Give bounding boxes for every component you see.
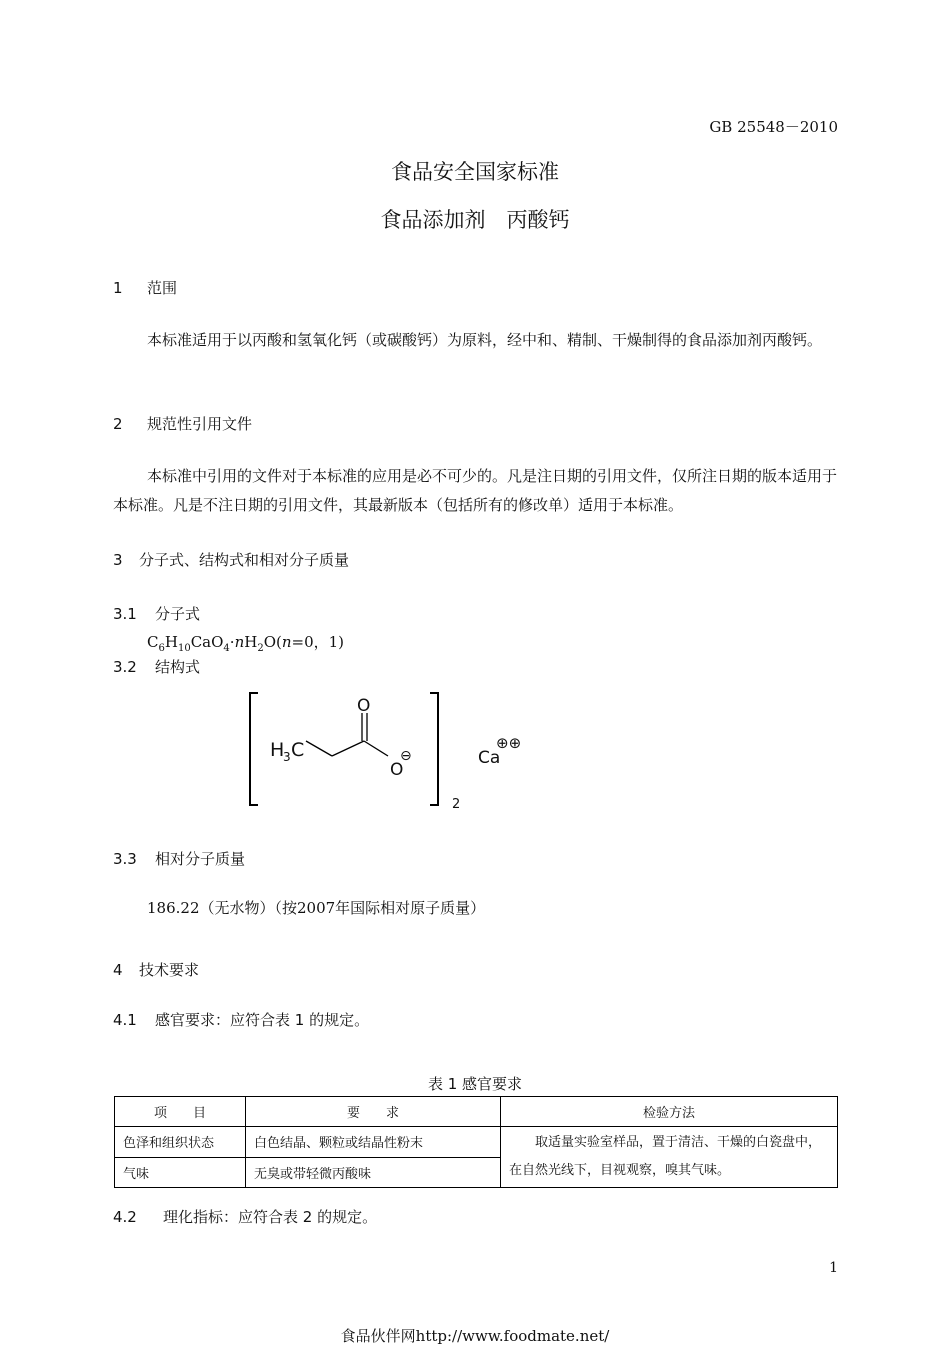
section-number: 3.1 — [113, 605, 137, 623]
table-cell-item: 气味 — [115, 1157, 246, 1188]
section-number: 2 — [113, 415, 123, 433]
sensory-requirements-table — [114, 1096, 838, 1188]
section-title: 相对分子质量 — [155, 850, 246, 868]
table-header-cell: 项 目 — [115, 1097, 246, 1127]
molecular-mass: 186.22（无水物）（按2007年国际相对原子质量） — [147, 899, 486, 917]
table-header-row — [115, 1097, 838, 1127]
table-header-cell: 检验方法 — [501, 1097, 838, 1127]
section-number: 3.3 — [113, 850, 137, 868]
section-2-heading — [113, 413, 252, 434]
section-4-1-heading — [113, 1009, 369, 1030]
table-cell-requirement: 无臭或带轻微丙酸味 — [246, 1157, 501, 1188]
section-3-2-heading — [113, 656, 200, 677]
standard-number: GB 25548－2010 — [709, 118, 838, 136]
section-title: 规范性引用文件 — [147, 415, 253, 433]
section-number: 3 — [113, 551, 123, 569]
section-title: 范围 — [147, 279, 178, 297]
table-cell-requirement: 白色结晶、颗粒或结晶性粉末 — [246, 1127, 501, 1158]
section-title: 分子式 — [155, 605, 201, 623]
left-bracket — [250, 693, 258, 805]
section-number: 1 — [113, 279, 123, 297]
methyl-subscript: 3 — [283, 750, 291, 764]
section-title: 分子式、结构式和相对分子质量 — [139, 551, 350, 569]
table-1-caption: 表 1 感官要求 — [427, 1075, 523, 1093]
footer-link[interactable]: 食品伙伴网http://www.foodmate.net/ — [340, 1327, 610, 1345]
section-title: 感官要求：应符合表 1 的规定。 — [155, 1011, 370, 1029]
section-number: 4.2 — [113, 1208, 137, 1226]
positive-charges: ⊕⊕ — [496, 734, 522, 752]
section-number: 4 — [113, 961, 123, 979]
section-3-3-heading — [113, 848, 245, 869]
section-title: 结构式 — [155, 658, 201, 676]
section-1-paragraph: 本标准适用于以丙酸和氢氧化钙（或碳酸钙）为原料，经中和、精制、干燥制得的食品添加剂丙酸钙。 — [147, 331, 823, 349]
section-1-heading — [113, 277, 177, 298]
section-title: 理化指标：应符合表 2 的规定。 — [163, 1208, 378, 1226]
section-2-paragraph: 本标准中引用的文件对于本标准的应用是必不可少的。凡是注日期的引用文件，仅所注日期的版本适用于本标准。凡是不注日期的引用文件，其最新版本（包括所有的修改单）适用于本标准。 — [113, 467, 838, 514]
table-cell-item: 色泽和组织状态 — [115, 1127, 246, 1158]
carbonyl-oxygen: O — [357, 696, 371, 716]
section-number: 3.2 — [113, 658, 137, 676]
right-bracket — [430, 693, 438, 805]
negative-charge: ⊖ — [400, 748, 412, 764]
methyl-c: C — [291, 739, 305, 761]
section-3-1-heading — [113, 603, 200, 624]
section-4-2-heading — [113, 1206, 377, 1227]
table-cell-method: 取适量实验室样品，置于清洁、干燥的白瓷盘中，在自然光线下，目视观察，嗅其气味。 — [501, 1127, 838, 1188]
bracket-subscript: 2 — [452, 797, 461, 812]
section-3-heading — [113, 549, 349, 570]
document-title: 食品安全国家标准 — [391, 160, 559, 184]
document-subtitle: 食品添加剂 丙酸钙 — [380, 208, 570, 232]
page-number: 1 — [829, 1260, 838, 1276]
section-number: 4.1 — [113, 1011, 137, 1029]
bond-lines — [306, 713, 388, 756]
table-row — [115, 1127, 838, 1158]
table-header-cell: 要 求 — [246, 1097, 501, 1127]
anion-oxygen: O — [390, 760, 404, 780]
methyl-h: H — [270, 739, 285, 761]
calcium-symbol: Ca — [478, 748, 501, 768]
structural-formula — [240, 688, 560, 818]
molecular-formula: $C_6H_{10}CaO_4\cdot nH_2O(n=0$，1) — [147, 633, 345, 654]
section-title: 技术要求 — [139, 961, 200, 979]
section-4-heading — [113, 959, 199, 980]
